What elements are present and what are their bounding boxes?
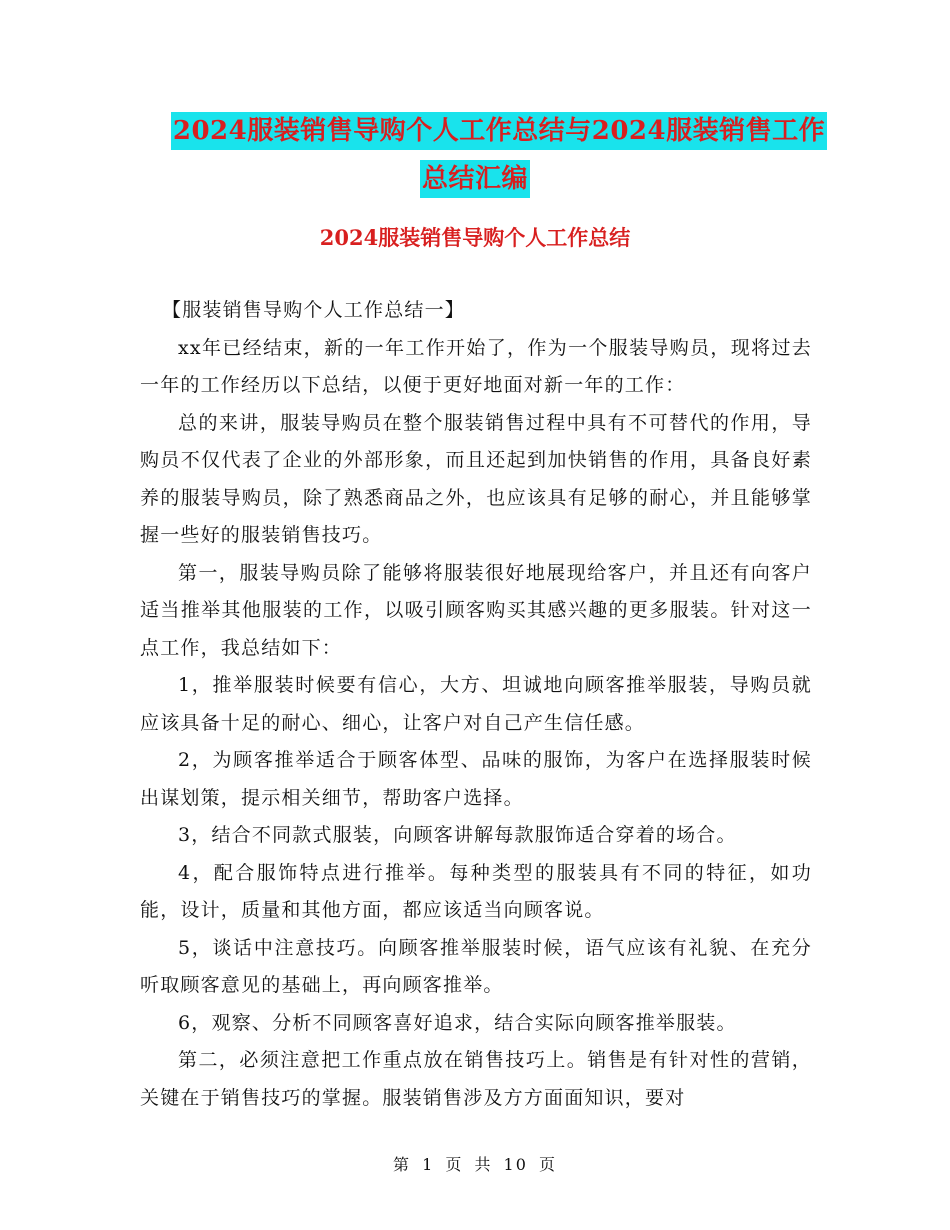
document-title [0,112,950,198]
paragraph: 5，谈话中注意技巧。向顾客推举服装时候，语气应该有礼貌、在充分听取顾客意见的基础上，再向顾客推举。 [140,936,812,996]
paragraph: 3，结合不同款式服装，向顾客讲解每款服饰适合穿着的场合。 [178,824,737,846]
paragraph: 第一，服装导购员除了能够将服装很好地展现给客户，并且还有向客户适当推举其他服装的工作，以吸引顾客购买其感兴趣的更多服装。针对这一点工作，我总结如下： [140,561,812,659]
document-body [140,292,812,1117]
page-footer: 第 1 页 共 10 页 [393,1155,557,1174]
paragraph: 6，观察、分析不同顾客喜好追求，结合实际向顾客推举服装。 [178,1011,737,1034]
section-heading: 【服装销售导购个人工作总结一】 [162,299,466,321]
paragraph: 1，推举服装时候要有信心，大方、坦诚地向顾客推举服装，导购员就应该具备十足的耐心、细心，让客户对自己产生信任感。 [140,674,812,734]
paragraph: 2，为顾客推举适合于顾客体型、品味的服饰，为客户在选择服装时候出谋划策，提示相关细节，帮助客户选择。 [140,749,812,809]
paragraph: 4，配合服饰特点进行推举。每种类型的服装具有不同的特征，如功能，设计，质量和其他方面，都应该适当向顾客说。 [140,861,812,921]
title-line-2: 总结汇编 [420,160,530,198]
paragraph: 总的来讲，服装导购员在整个服装销售过程中具有不可替代的作用，导购员不仅代表了企业的外部形象，而且还起到加快销售的作用，具备良好素养的服装导购员，除了熟悉商品之外，也应该具有足够的耐心，并且能够掌握一些好的服装销售技巧。 [140,411,812,546]
title-line-1: 2024服装销售导购个人工作总结与2024服装销售工作 [171,112,827,150]
paragraph: 第二，必须注意把工作重点放在销售技巧上。销售是有针对性的营销，关键在于销售技巧的掌握。服装销售涉及方方面面知识，要对 [140,1049,812,1109]
paragraph: xx年已经结束，新的一年工作开始了，作为一个服装导购员，现将过去一年的工作经历以下总结，以便于更好地面对新一年的工作： [140,336,812,396]
section-title: 2024服装销售导购个人工作总结 [319,225,631,250]
